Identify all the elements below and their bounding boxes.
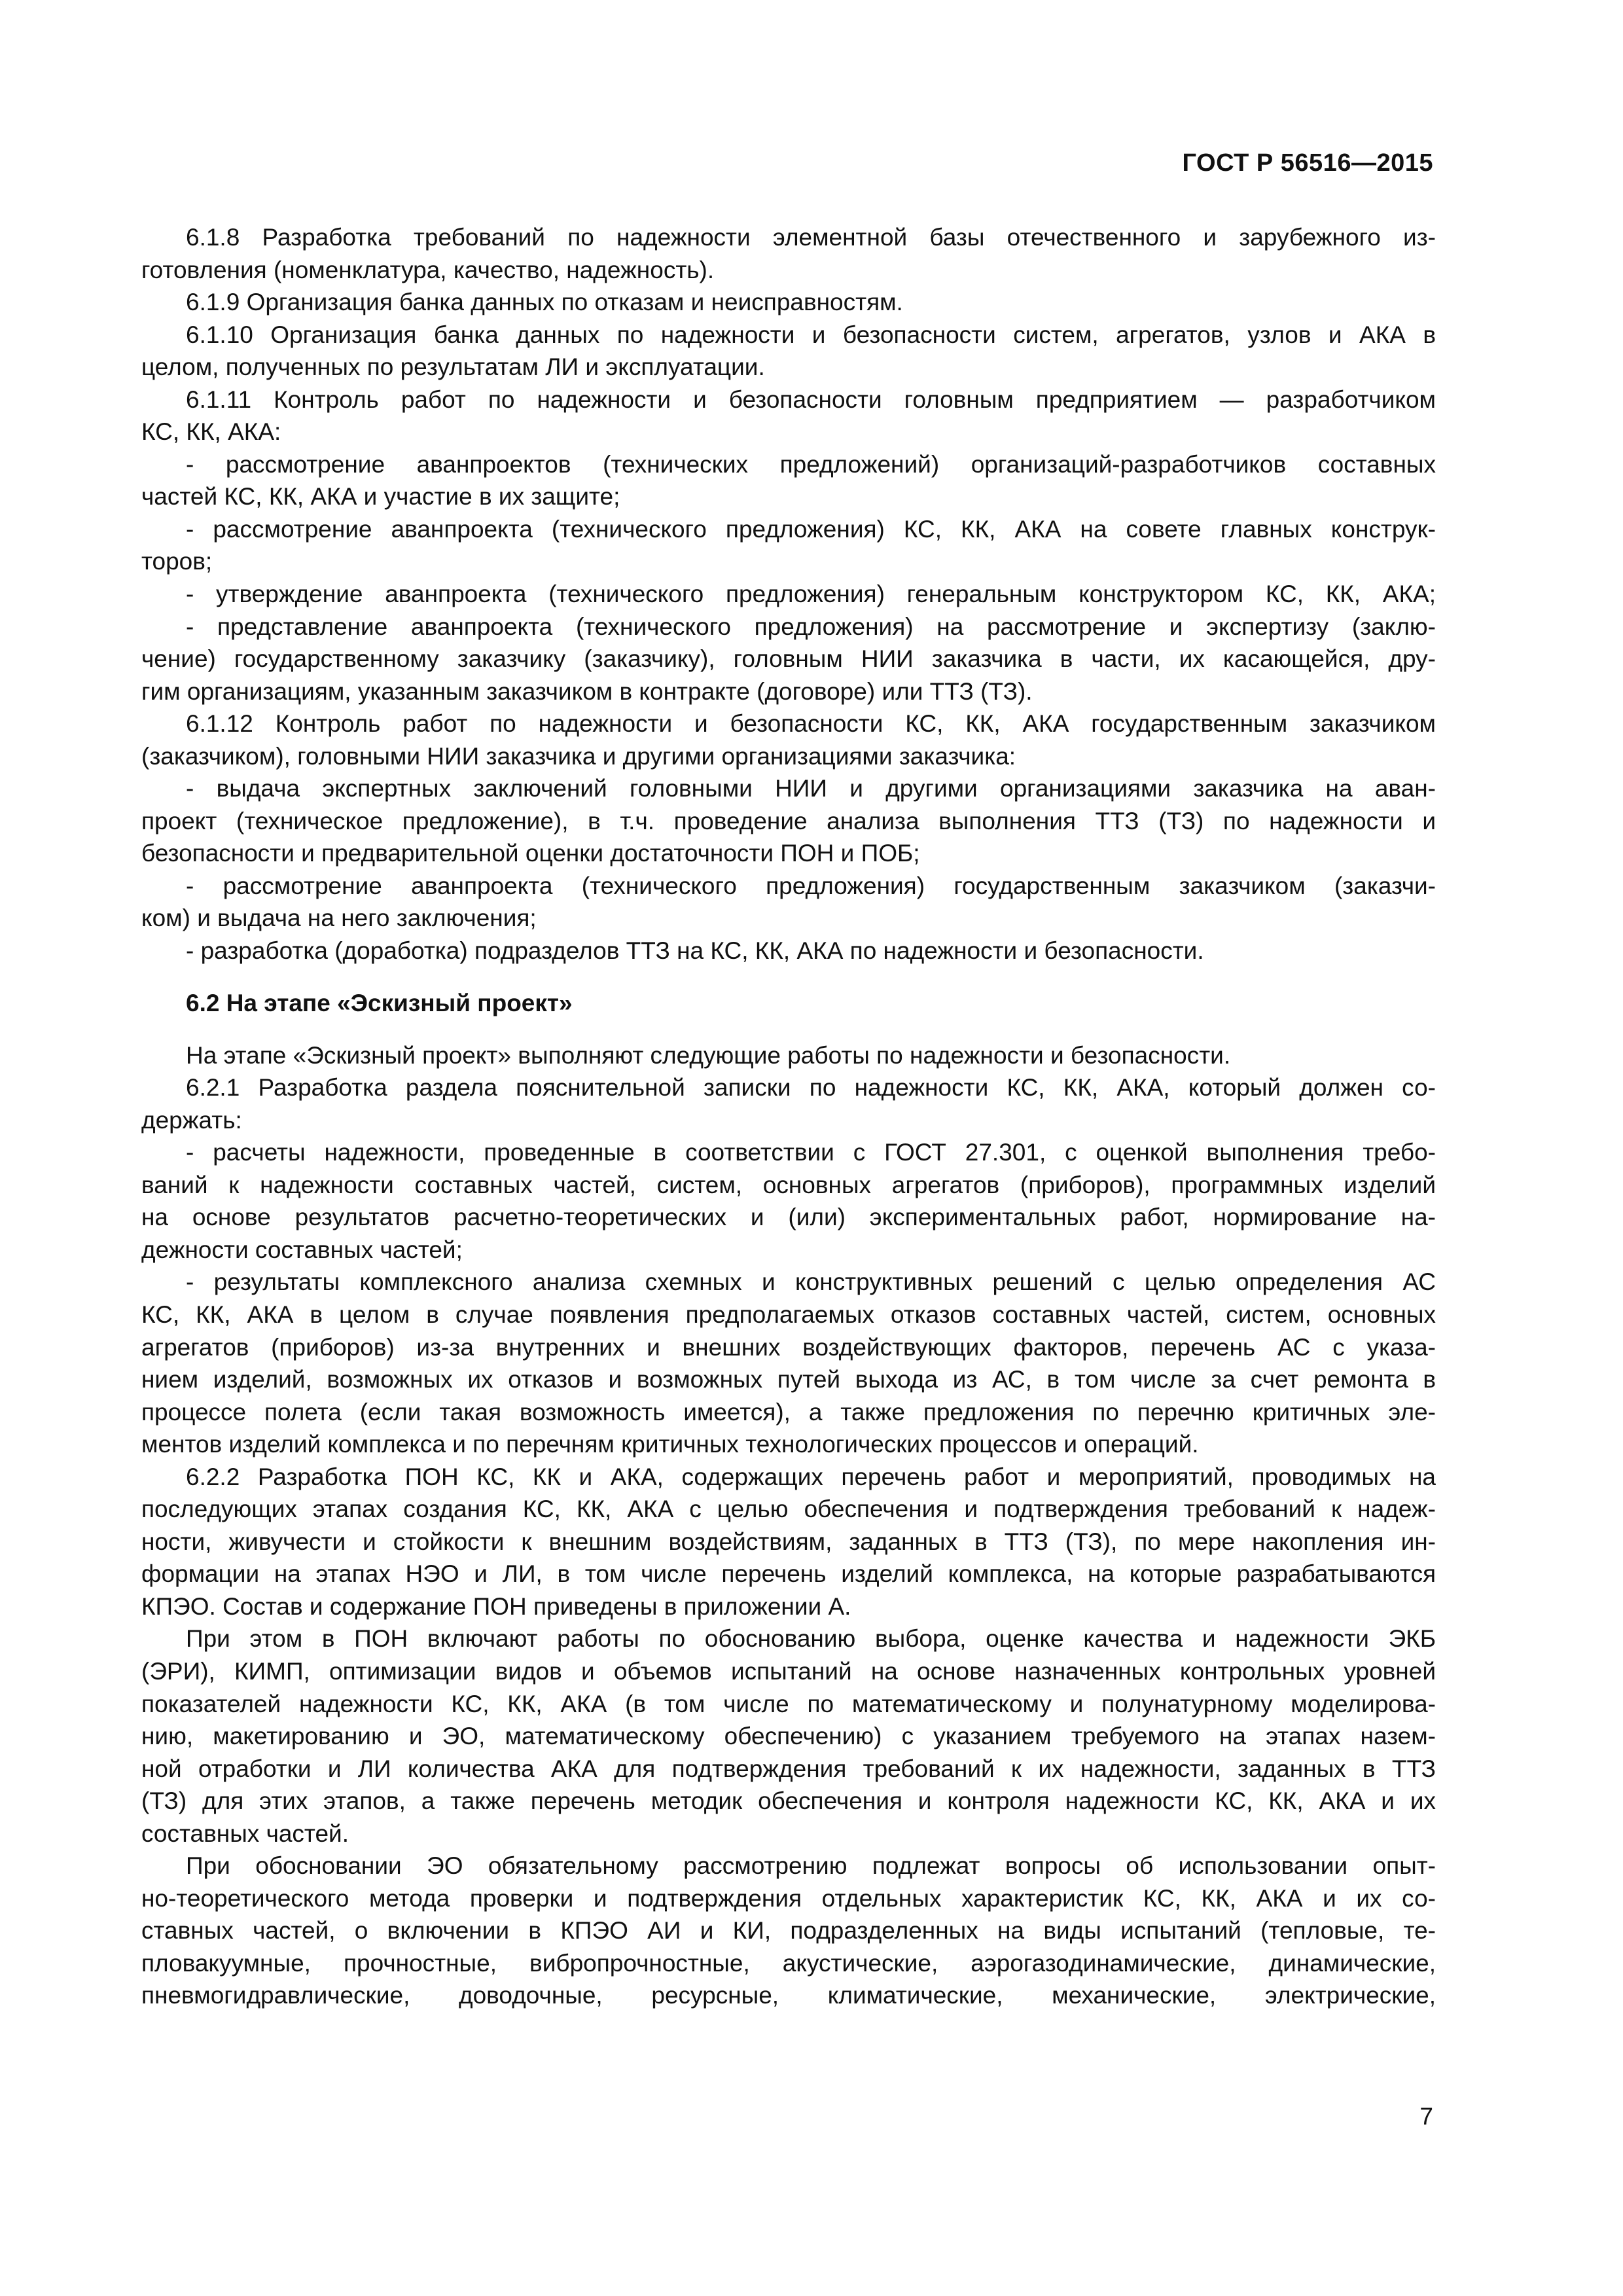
text-line: 6.1.9 Организация банка данных по отказам и неисправностям.: [186, 289, 903, 316]
text-line: нию, макетированию и ЭО, математическому обеспечению) с указанием требуемого на этапах назем-: [141, 1723, 1436, 1750]
text-line: гим организациям, указанным заказчиком в контракте (договоре) или ТТЗ (ТЗ).: [141, 677, 1033, 705]
text-line: На этапе «Эскизный проект» выполняют следующие работы по надежности и безопасности.: [186, 1041, 1231, 1069]
text-line: КПЭО. Состав и содержание ПОН приведены в приложении А.: [141, 1592, 851, 1620]
text-line: агрегатов (приборов) из-за внутренних и внешних воздействующих факторов, перечень АС с указа-: [141, 1333, 1436, 1361]
text-line: 6.1.11 Контроль работ по надежности и безопасности головным предприятием — разработчиком: [186, 386, 1436, 413]
text-line: - утверждение аванпроекта (технического предложения) генеральным конструктором КС, КК, АКА;: [186, 581, 1436, 608]
text-line: последующих этапах создания КС, КК, АКА с целью обеспечения и подтверждения требований к надеж-: [141, 1496, 1436, 1523]
text-line: пловакуумные, прочностные, вибропрочностные, акустические, аэрогазодинамические, динамические,: [141, 1949, 1436, 1977]
page-body: [141, 221, 1436, 2012]
section-6-1-text: [141, 221, 1436, 967]
text-line: ности, живучести и стойкости к внешним воздействиям, заданных в ТТЗ (ТЗ), по мере накопления ин-: [141, 1528, 1436, 1555]
text-line: частей КС, КК, АКА и участие в их защите;: [141, 483, 620, 511]
text-line: пневмогидравлические, доводочные, ресурсные, климатические, механические, электрические,: [141, 1982, 1436, 2009]
text-line: - рассмотрение аванпроекта (технического предложения) КС, КК, АКА на совете главных конструк-: [186, 515, 1436, 543]
text-line: При обосновании ЭО обязательному рассмотрению подлежат вопросы об использовании опыт-: [186, 1852, 1436, 1880]
text-line: процессе полета (если такая возможность имеется), а также предложения по перечню критичных эле-: [141, 1398, 1436, 1426]
text-line: 6.2.2 Разработка ПОН КС, КК и АКА, содержащих перечень работ и мероприятий, проводимых на: [186, 1463, 1436, 1490]
text-line: - разработка (доработка) подразделов ТТЗ на КС, КК, АКА по надежности и безопасности.: [186, 937, 1204, 965]
text-line: торов;: [141, 548, 213, 575]
text-line: формации на этапах НЭО и ЛИ, в том числе перечень изделий комплекса, на которые разрабатываются: [141, 1560, 1436, 1588]
text-line: ком) и выдача на него заключения;: [141, 905, 537, 932]
text-line: но-теоретического метода проверки и подтверждения отдельных характеристик КС, КК, АКА и их со-: [141, 1884, 1436, 1912]
text-line: готовления (номенклатура, качество, надежность).: [141, 256, 715, 283]
text-line: ной отработки и ЛИ количества АКА для подтверждения требований к их надежности, заданных в ТТЗ: [141, 1755, 1436, 1782]
text-line: 6.1.10 Организация банка данных по надежности и безопасности систем, агрегатов, узлов и АКА в: [186, 321, 1436, 348]
text-line: КС, КК, АКА:: [141, 418, 281, 446]
text-line: на основе результатов расчетно-теоретических и (или) экспериментальных работ, нормирование на-: [141, 1204, 1436, 1231]
text-line: 6.1.12 Контроль работ по надежности и безопасности КС, КК, АКА государственным заказчиком: [186, 710, 1436, 738]
text-line: 6.2.1 Разработка раздела пояснительной записки по надежности КС, КК, АКА, который должен со-: [186, 1074, 1436, 1102]
text-line: - результаты комплексного анализа схемных и конструктивных решений с целью определения АС: [186, 1268, 1436, 1296]
text-line: держать:: [141, 1106, 242, 1134]
text-line: КС, КК, АКА в целом в случае появления предполагаемых отказов составных частей, систем, основных: [141, 1300, 1436, 1328]
text-line: безопасности и предварительной оценки достаточности ПОН и ПОБ;: [141, 840, 920, 867]
text-line: При этом в ПОН включают работы по обоснованию выбора, оценке качества и надежности ЭКБ: [186, 1625, 1436, 1653]
text-line: нием изделий, возможных их отказов и возможных путей выхода из АС, в том числе за счет ремонта в: [141, 1366, 1436, 1393]
section-heading: 6.2 На этапе «Эскизный проект»: [186, 989, 573, 1016]
text-line: (заказчиком), головными НИИ заказчика и другими организациями заказчика:: [141, 742, 1016, 770]
text-line: дежности составных частей;: [141, 1236, 463, 1263]
text-line: - рассмотрение аванпроектов (технических предложений) организаций-разработчиков составных: [186, 450, 1436, 478]
text-line: - представление аванпроекта (технического предложения) на рассмотрение и экспертизу (заклю-: [186, 613, 1436, 640]
text-line: ставных частей, о включении в КПЭО АИ и КИ, подразделенных на виды испытаний (тепловые, те-: [141, 1917, 1436, 1945]
text-line: чение) государственному заказчику (заказчику), головным НИИ заказчика в части, их касающейся, дру-: [141, 645, 1436, 673]
page-number: 7: [1419, 2103, 1433, 2130]
section-6-2-text: [141, 1039, 1436, 2012]
text-line: ментов изделий комплекса и по перечням критичных технологических процессов и операций.: [141, 1431, 1199, 1458]
document-id-header: ГОСТ Р 56516—2015: [1182, 149, 1433, 177]
text-line: составных частей.: [141, 1820, 349, 1847]
text-line: 6.1.8 Разработка требований по надежности элементной базы отечественного и зарубежного из-: [186, 224, 1436, 251]
text-line: - выдача экспертных заключений головными НИИ и другими организациями заказчика на аван-: [186, 775, 1436, 802]
text-line: (ТЗ) для этих этапов, а также перечень методик обеспечения и контроля надежности КС, КК, АКА и их: [141, 1787, 1436, 1815]
text-line: ваний к надежности составных частей, систем, основных агрегатов (приборов), программных изделий: [141, 1171, 1436, 1198]
text-line: - рассмотрение аванпроекта (технического предложения) государственным заказчиком (заказчи-: [186, 872, 1436, 899]
text-line: - расчеты надежности, проведенные в соответствии с ГОСТ 27.301, с оценкой выполнения требо-: [186, 1139, 1436, 1166]
text-line: проект (техническое предложение), в т.ч. проведение анализа выполнения ТТЗ (ТЗ) по надежности и: [141, 807, 1436, 834]
text-line: (ЭРИ), КИМП, оптимизации видов и объемов испытаний на основе назначенных контрольных уровней: [141, 1657, 1436, 1685]
text-line: целом, полученных по результатам ЛИ и эксплуатации.: [141, 353, 765, 381]
text-line: показателей надежности КС, КК, АКА (в том числе по математическому и полунатурному моделирова-: [141, 1690, 1436, 1717]
